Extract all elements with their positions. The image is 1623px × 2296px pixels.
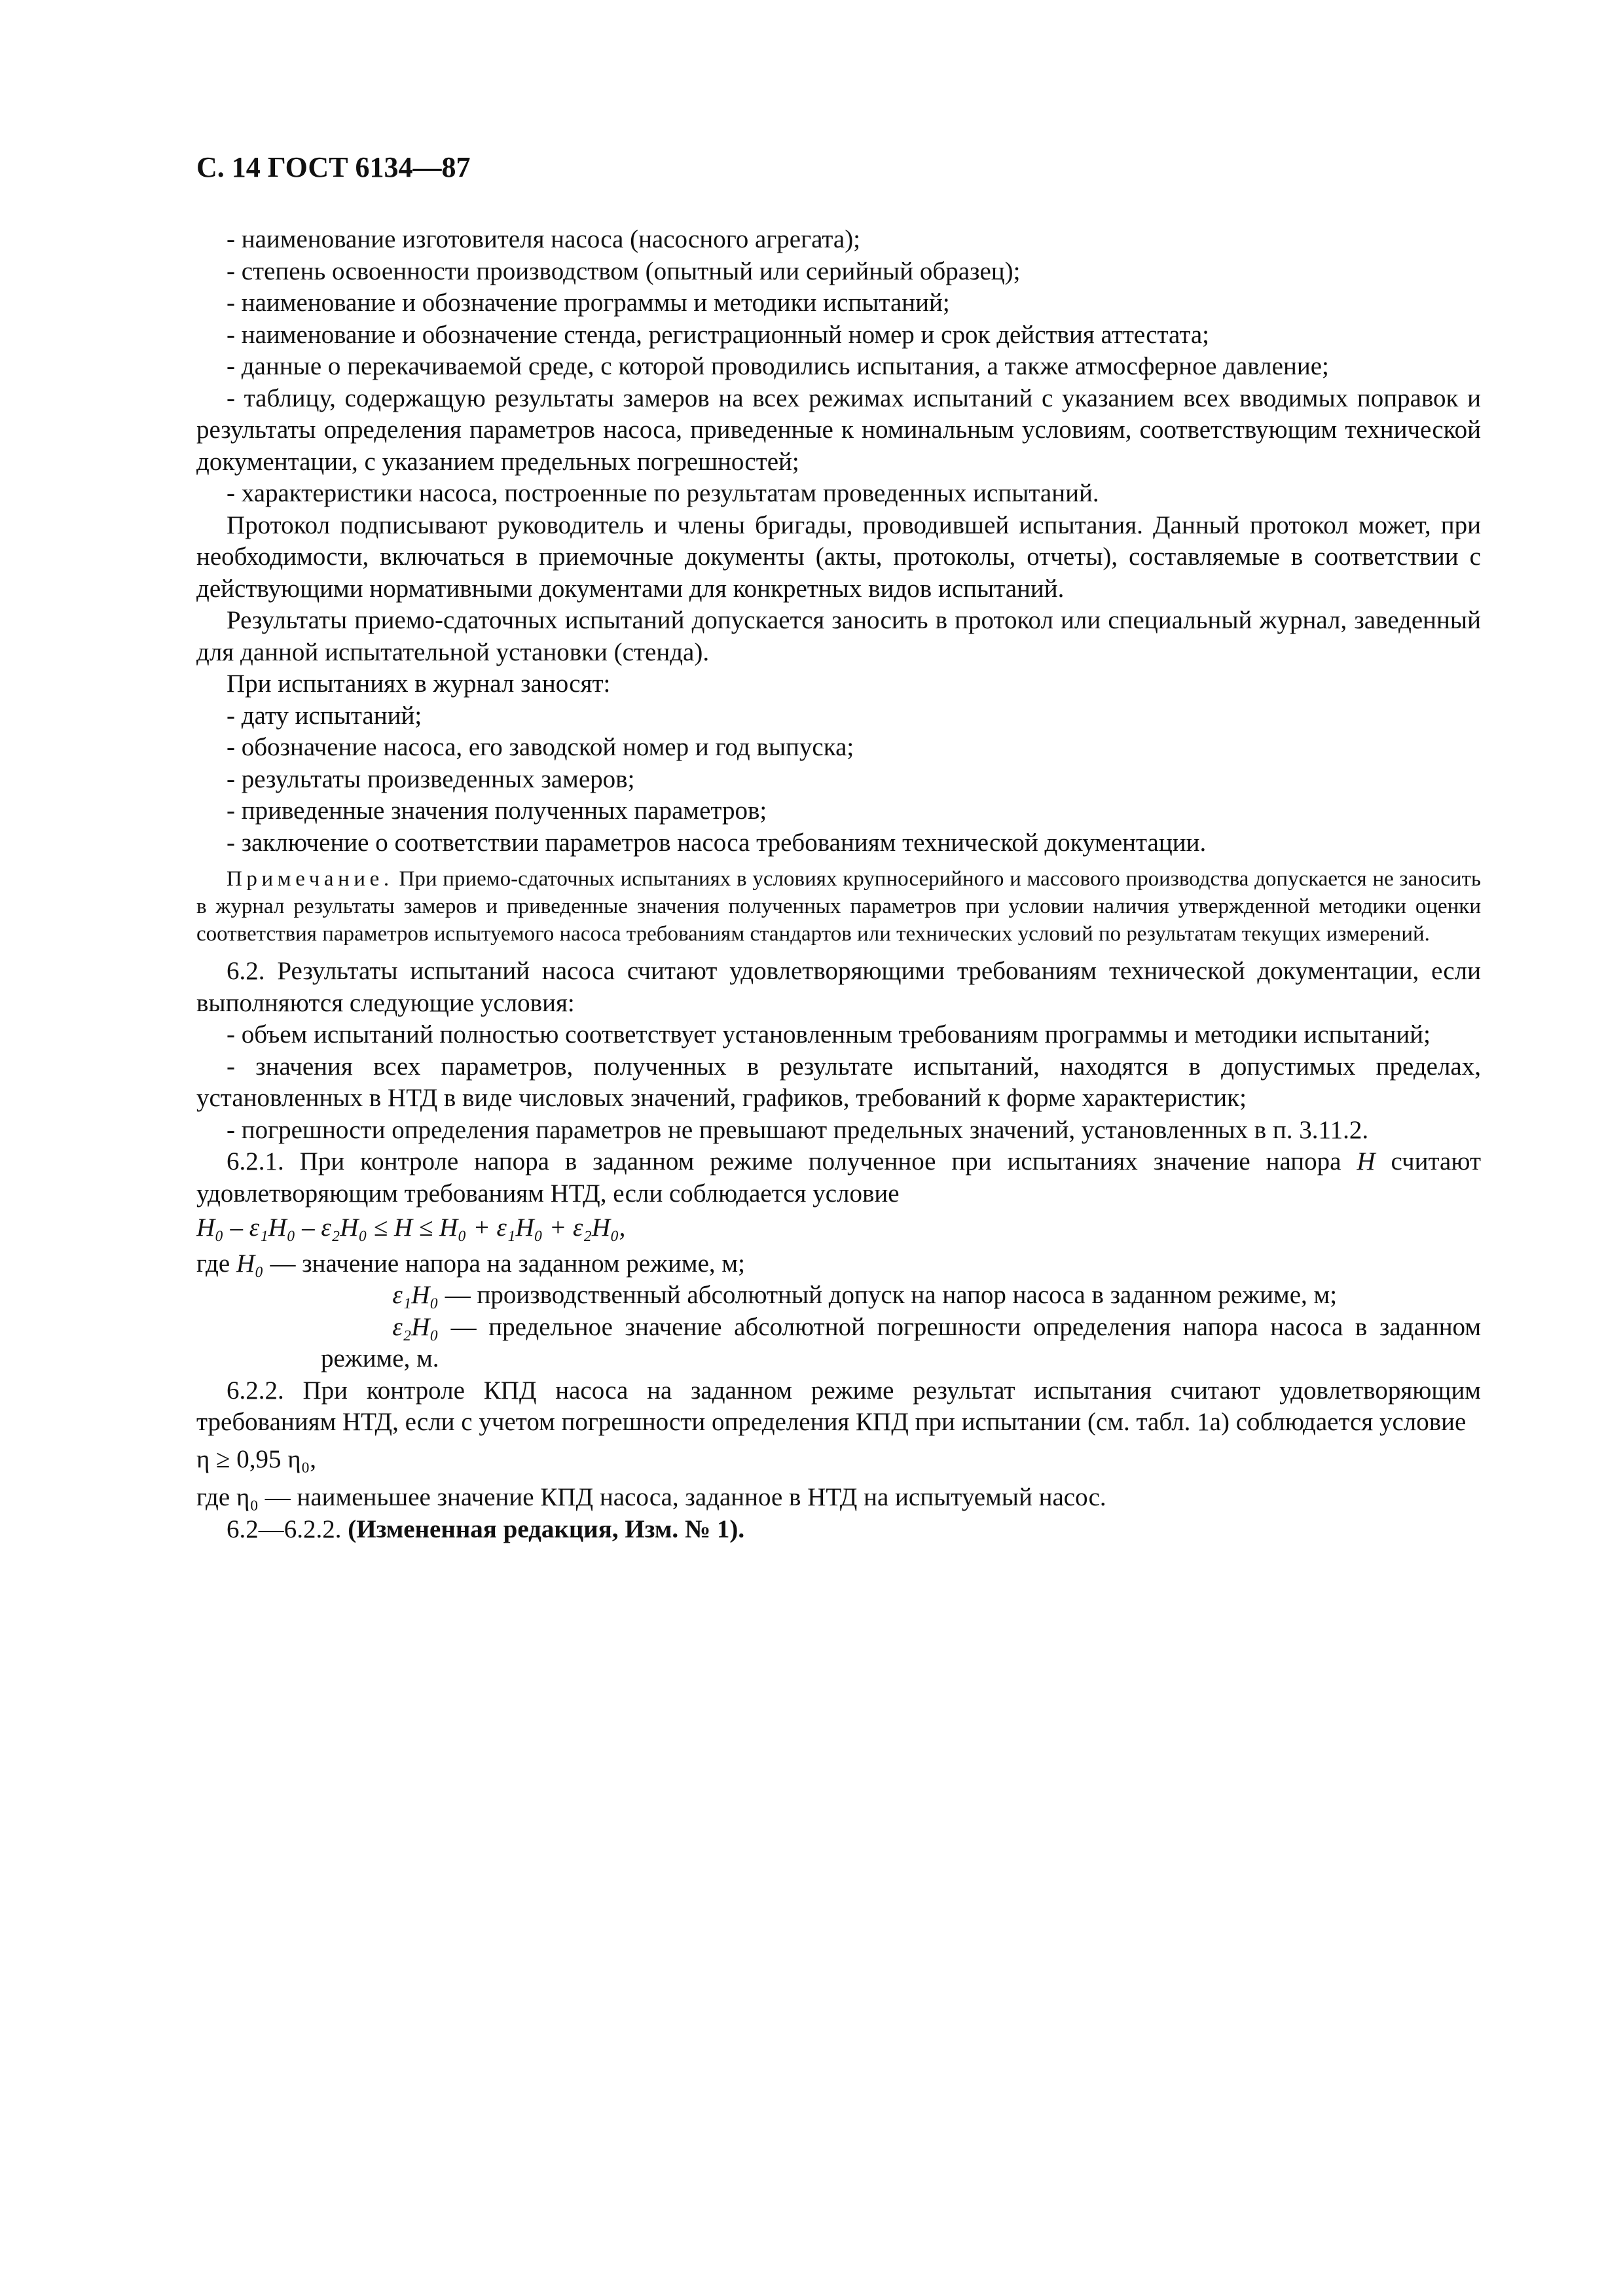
paragraph-protocol: Протокол подписывают руководитель и члены бригады, проводившей испытания. Данный протокол может, при необходимости, включаться в приемочные документы (акты, протоколы, отчеты), составляемые в соответствии с действующими нормативными документами для конкретных видов испытаний. — [196, 511, 1481, 603]
definition-text: — значение напора на заданном режиме, м; — [270, 1249, 745, 1278]
page-header: С. 14 ГОСТ 6134—87 — [196, 151, 471, 183]
var-h: H — [1357, 1147, 1376, 1175]
definition-text: — производственный абсолютный допуск на напор насоса в заданном режиме, м; — [445, 1281, 1338, 1309]
paragraph-journal: При испытаниях в журнал заносят: — [227, 670, 611, 698]
formula-efficiency: η ≥ 0,95 η₀, — [196, 1444, 317, 1473]
definition-symbol: η₀ — [236, 1483, 259, 1511]
paragraph-results: Результаты приемо-сдаточных испытаний допускается заносить в протокол или специальный журнал, заведенный для данной испытательной установки (стенда). — [196, 606, 1481, 666]
list-item: - результаты произведенных замеров; — [227, 764, 635, 793]
list-item: - данные о перекачиваемой среде, с которой проводились испытания, а также атмосферное давление; — [227, 352, 1329, 380]
note-label: Примечание. — [227, 867, 393, 891]
where-label: где — [196, 1249, 230, 1278]
list-item: - объем испытаний полностью соответствует установленным требованиям программы и методики испытаний; — [227, 1020, 1431, 1049]
section-6-2-2: 6.2.2. При контроле КПД насоса на заданном режиме результат испытания считают удовлетворяющим требованиям НТД, если с учетом погрешности определения КПД при испытании (см. табл. 1а) соблюдается условие — [196, 1376, 1481, 1436]
list-item: - погрешности определения параметров не превышают предельных значений, установленных в п. 3.11.2. — [227, 1115, 1369, 1144]
list-item: - дату испытаний; — [227, 701, 422, 730]
section-6-2: 6.2. Результаты испытаний насоса считают удовлетворяющими требованиям технической документации, если выполняются следующие условия: — [196, 957, 1481, 1017]
amendment-bold: (Измененная редакция, Изм. № 1). — [348, 1515, 745, 1543]
definition-row — [196, 1248, 1481, 1280]
definition-symbol: ε₁H₀ — [392, 1281, 439, 1309]
list-item: - заключение о соответствии параметров насоса требованиям технической документации. — [227, 828, 1207, 857]
section-6-2-1 — [196, 1146, 1481, 1210]
list-item: - наименование и обозначение стенда, регистрационный номер и срок действия аттестата; — [227, 320, 1210, 349]
list-item: - характеристики насоса, построенные по результатам проведенных испытаний. — [227, 479, 1099, 507]
note-text: При приемо-сдаточных испытаниях в условиях крупносерийного и массового производства допускается не заносить в журнал результаты замеров и приведенные значения полученных параметров при условии наличия утвержденной методики оценки соответствия параметров испытуемого насоса требованиям стандартов или технических условий по результатам текущих измерений. — [196, 867, 1481, 946]
list-item: - наименование изготовителя насоса (насосного агрегата); — [227, 225, 861, 253]
definition-text: — наименьшее значение КПД насоса, заданное в НТД на испытуемый насос. — [264, 1483, 1106, 1511]
list-item: - степень освоенности производством (опытный или серийный образец); — [227, 257, 1021, 285]
list-item: - значения всех параметров, полученных в результате испытаний, находятся в допустимых пределах, установленных в НТД в виде числовых значений, графиков, требований к форме характеристик; — [196, 1052, 1481, 1112]
definition-symbol: H₀ — [236, 1249, 264, 1278]
definition-symbol: ε₂H₀ — [392, 1312, 439, 1341]
definition-row — [196, 1482, 1481, 1514]
document-body — [196, 224, 1481, 1545]
definition-row — [196, 1312, 1481, 1375]
definition-text: — предельное значение абсолютной погрешности определения напора насоса в заданном режиме, м. — [321, 1312, 1481, 1372]
list-item: - наименование и обозначение программы и методики испытаний; — [227, 289, 950, 317]
list-item: - приведенные значения полученных параметров; — [227, 797, 767, 825]
list-item: - обозначение насоса, его заводской номер и год выпуска; — [227, 733, 854, 761]
note — [196, 865, 1481, 948]
list-item: - таблицу, содержащую результаты замеров на всех режимах испытаний с указанием всех вводимых поправок и результаты определения параметров насоса, приведенные к номинальным условиям, соответствующим технической документации, с указанием предельных погрешностей; — [196, 384, 1481, 476]
amendment-line — [196, 1514, 1481, 1546]
formula-head: H₀ – ε₁H₀ – ε₂H₀ ≤ H ≤ H₀ + ε₁H₀ + ε₂H₀, — [196, 1213, 626, 1242]
definition-row — [196, 1280, 1481, 1312]
section-6-2-1-text-b: считают удовлетворяющим требованиям НТД, если соблюдается условие — [196, 1147, 1482, 1208]
section-6-2-1-text-a: 6.2.1. При контроле напора в заданном режиме полученное при испытаниях значение напора — [227, 1147, 1341, 1175]
where-label: где — [196, 1483, 230, 1511]
amendment-prefix: 6.2—6.2.2. — [227, 1515, 342, 1543]
